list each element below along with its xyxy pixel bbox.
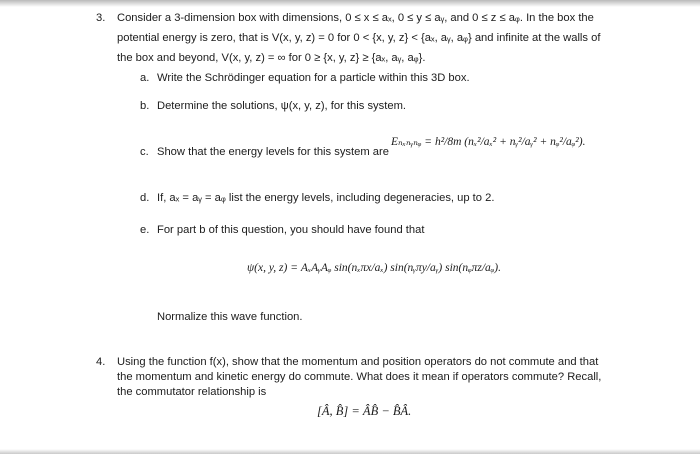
wavefunction-eq-text: ψ(x, y, z) = AₓAᵧAᵩ sin(nₓπx/aₓ) sin(nᵧπy/aᵧ) sin(nᵩπz/aᵩ). — [247, 262, 502, 274]
q3e-label: e. — [140, 224, 150, 236]
q3d-label: d. — [140, 192, 150, 204]
q4-line-1: Using the function f(x), show that the momentum and position operators do not commute and that — [117, 356, 599, 368]
top-shadow — [0, 0, 700, 7]
q3-number: 3. — [96, 12, 106, 24]
q4-commutator-equation: [Â, B̂] = ÂB̂ − B̂Â. — [317, 404, 412, 418]
energy-eq-text: Eₙₓₙᵧₙᵩ = h²/8m (nₓ²/aₓ² + nᵧ²/aᵧ² + nᵩ²/aᵩ²). — [391, 136, 586, 148]
bottom-shadow — [0, 449, 700, 454]
q3e-wavefunction-equation — [247, 262, 501, 274]
q3b-text: Determine the solutions, ψ(x, y, z), for this system. — [157, 100, 406, 112]
q3-line-3: the box and beyond, V(x, y, z) = ∞ for 0 ≥ {x, y, z} ≥ {aₓ, aᵧ, aᵩ}. — [117, 52, 426, 64]
q3d-text: If, aₓ = aᵧ = aᵩ list the energy levels, including degeneracies, up to 2. — [157, 192, 495, 204]
q3e-text: For part b of this question, you should have found that — [157, 224, 425, 236]
q3-line-2: potential energy is zero, that is V(x, y, z) = 0 for 0 < {x, y, z} < {aₓ, aᵧ, aᵩ} and infinite at the walls of — [117, 32, 601, 44]
q4-line-2: the momentum and kinetic energy do commute. What does it mean if operators commute? Recall, — [117, 371, 602, 383]
q3c-label: c. — [140, 146, 149, 158]
q4-line-3: the commutator relationship is — [117, 386, 267, 398]
q4-number: 4. — [96, 356, 106, 368]
q3-normalize-text: Normalize this wave function. — [157, 311, 303, 323]
q3-line-1: Consider a 3-dimension box with dimensions, 0 ≤ x ≤ aₓ, 0 ≤ y ≤ aᵧ, and 0 ≤ z ≤ aᵩ. In the box the — [117, 12, 594, 24]
q3a-label: a. — [140, 72, 150, 84]
q3b-label: b. — [140, 100, 150, 112]
q3c-text: Show that the energy levels for this system are — [157, 146, 389, 158]
q3c-energy-equation — [391, 134, 585, 148]
q3a-text: Write the Schrödinger equation for a particle within this 3D box. — [157, 72, 470, 84]
